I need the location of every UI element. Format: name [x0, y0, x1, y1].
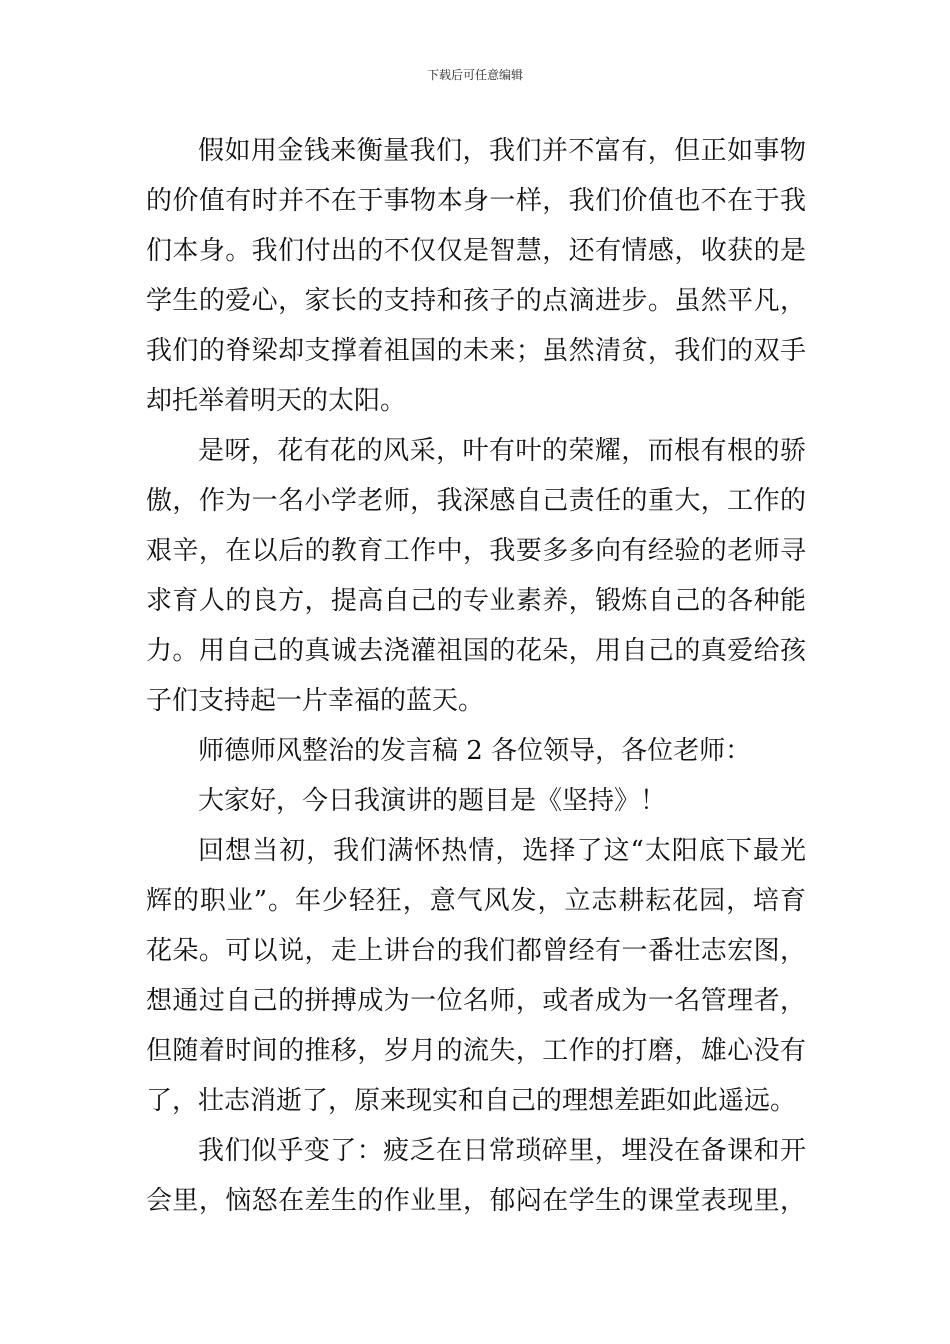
text-line: 们本身。我们付出的不仅仅是智慧，还有情感，收获的是 [146, 236, 806, 266]
text-line: 却托举着明天的太阳。 [146, 386, 407, 416]
text-line: 了，壮志消逝了，原来现实和自己的理想差距如此遥远。 [146, 1086, 797, 1116]
text-line: 辉的职业”。年少轻狂，意气风发，立志耕耘花园，培育 [146, 886, 806, 916]
text-line: 但随着时间的推移，岁月的流失，工作的打磨，雄心没有 [146, 1036, 806, 1066]
text-line: 大家好，今日我演讲的题目是《坚持》！ [198, 786, 667, 816]
page-header-note: 下载后可任意编辑 [426, 68, 523, 82]
text-line: 学生的爱心，家长的支持和孩子的点滴进步。虽然平凡， [146, 286, 806, 316]
text-line: 子们支持起一片幸福的蓝天。 [146, 686, 485, 716]
text-line: 想通过自己的拼搏成为一位名师，或者成为一名管理者， [146, 986, 806, 1016]
text-line: 我们的脊梁却支撑着祖国的未来；虽然清贫，我们的双手 [146, 336, 806, 366]
text-line: 我们似乎变了：疲乏在日常琐碎里，埋没在备课和开 [198, 1136, 806, 1166]
document-body [146, 126, 806, 1226]
text-line: 艰辛，在以后的教育工作中，我要多多向有经验的老师寻 [146, 536, 806, 566]
text-line: 力。用自己的真诚去浇灌祖国的花朵，用自己的真爱给孩 [146, 636, 806, 666]
text-line: 会里，恼怒在差生的作业里，郁闷在学生的课堂表现里， [146, 1186, 806, 1216]
text-line: 假如用金钱来衡量我们，我们并不富有，但正如事物 [198, 136, 806, 166]
text-line: 花朵。可以说，走上讲台的我们都曾经有一番壮志宏图， [146, 936, 806, 966]
text-line: 是呀，花有花的风采，叶有叶的荣耀，而根有根的骄 [198, 436, 806, 466]
text-line: 傲，作为一名小学老师，我深感自己责任的重大，工作的 [146, 486, 806, 516]
text-line: 求育人的良方，提高自己的专业素养，锻炼自己的各种能 [146, 586, 806, 616]
text-line: 的价值有时并不在于事物本身一样，我们价值也不在于我 [146, 186, 806, 216]
text-line: 回想当初，我们满怀热情，选择了这“太阳底下最光 [198, 836, 806, 866]
section-heading-line: 师德师风整治的发言稿 2 各位领导，各位老师： [198, 736, 752, 766]
